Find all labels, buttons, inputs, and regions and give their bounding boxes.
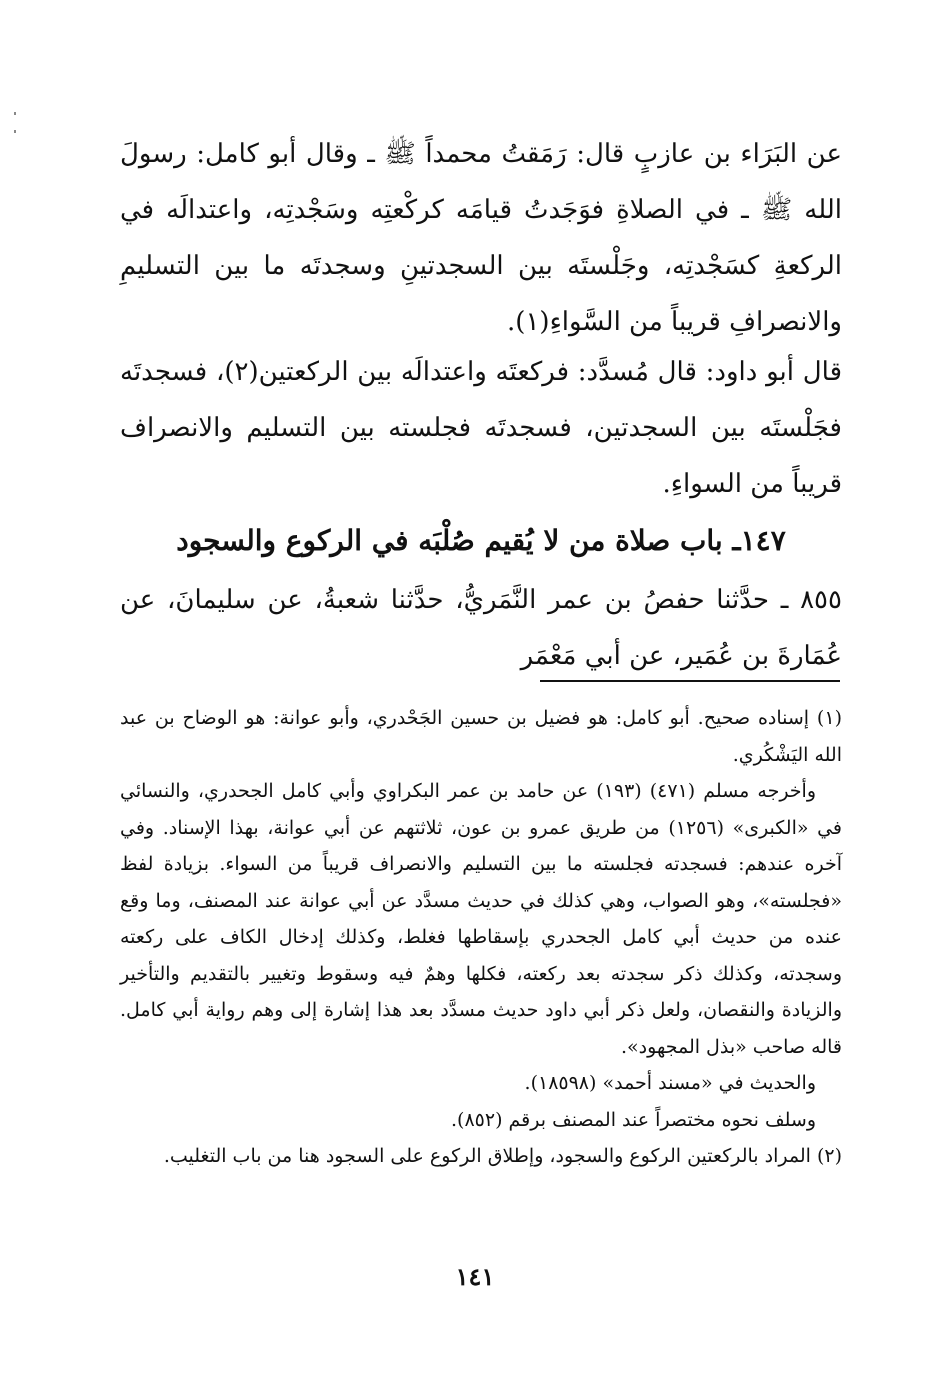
chapter-title: ١٤٧ـ باب صلاة من لا يُقيم صُلْبَه في الركوع والسجود: [176, 524, 786, 557]
hadith-paragraph-2: قال أبو داود: قال مُسدَّد: فركعتَه واعتدالَه بين الركعتين(٢)، فسجدتَه فجَلْستَه بين السجدتين، فسجدتَه فجلسته بين التسليم والانصراف قريباً من السواءِ.: [120, 357, 843, 499]
margin-mark: [14, 112, 16, 115]
footnote-1: (١) إسناده صحيح. أبو كامل: هو فضيل بن حسين الجَحْدري، وأبو عوانة: هو الوضاح بن عبد الله اليَشْكُري.: [120, 707, 842, 766]
footnotes-section: [120, 700, 842, 1175]
hadith-paragraph-1: عن البَرَاء بن عازبٍ قال: رَمَقتُ محمداً ﷺ ـ وقال أبو كامل: رسولَ الله ﷺ ـ في الصلاةِ فوَجَدتُ قيامَه كركْعتِه وسَجْدتِه، واعتدالَه في الركعةِ كسَجْدتِه، وجَلْستَه بين السجدتينِ وسجدتَه ما بين التسليمِ والانصرافِ قريباً من السَّواءِ(١).: [120, 139, 842, 337]
hadith-paragraph-3: ٨٥٥ ـ حدَّثنا حفصُ بن عمر النَّمَريُّ، حدَّثنا شعبةُ، عن سليمانَ، عن عُمَارةَ بن عُمَير، عن أبي مَعْمَر: [120, 585, 842, 671]
footnote-1-cross-ref: وسلف نحوه مختصراً عند المصنف برقم (٨٥٢).: [451, 1108, 816, 1131]
margin-mark: [14, 130, 16, 133]
footnote-divider: [540, 680, 840, 682]
page-number: ١٤١: [455, 1262, 495, 1291]
footnote-2: (٢) المراد بالركعتين الركوع والسجود، وإطلاق الركوع على السجود هنا من باب التغليب.: [163, 1145, 842, 1167]
footnote-1-continuation: وأخرجه مسلم (٤٧١) (١٩٣) عن حامد بن عمر البكراوي وأبي كامل الجحدري، والنسائي في «الكبرى» (١٢٥٦) من طريق عمرو بن عون، ثلاثتهم عن أبي عوانة، بهذا الإسناد. وفي آخره عندهم: فسجدته فجلسته ما بين التسليم والانصراف قريباً من السواء. بزيادة لفظ «فجلسته»، وهو الصواب، وهي كذلك في حديث مسدَّد عن أبي عوانة عند المصنف، وما وقع عنده من حديث أبي كامل الجحدري بإسقاطها فغلط، وكذلك إدخال الكاف على ركعته وسجدته، وكذلك ذكر سجدته بعد ركعته، فكلها وهمٌ فيه وسقوط وتغيير بالتقديم والتأخير والزيادة والنقصان، ولعل ذكر أبي داود حديث مسدَّد بعد هذا إشارة إلى وهم رواية أبي كامل. قاله صاحب «بذل المجهود».: [120, 780, 842, 1058]
footnote-1-musnad-ref: والحديث في «مسند أحمد» (١٨٥٩٨).: [524, 1072, 816, 1094]
